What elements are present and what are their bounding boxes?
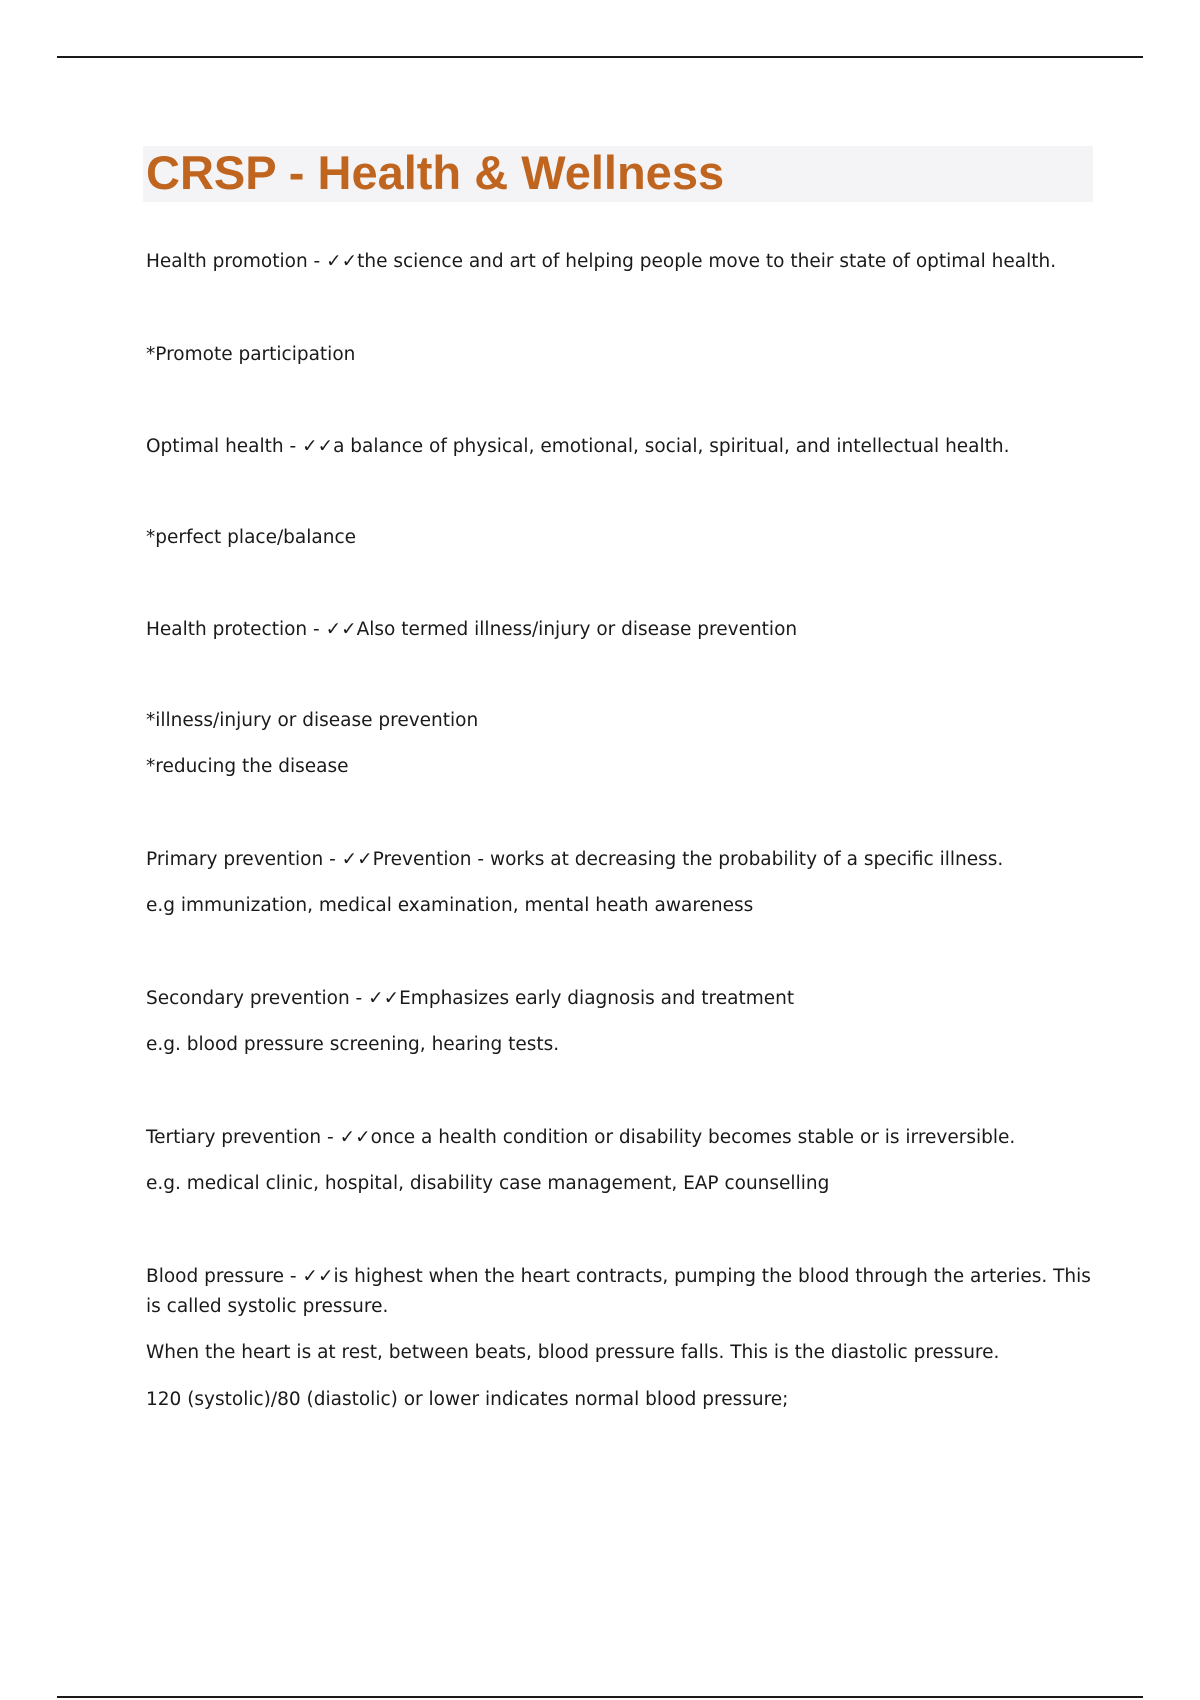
tertiary-prevention-example: e.g. medical clinic, hospital, disability case management, EAP counselling [146,1173,830,1194]
diastolic-pressure-note: When the heart is at rest, between beats, blood pressure falls. This is the diastolic pressure. [146,1342,1000,1363]
tertiary-prevention-definition: Tertiary prevention - ✓✓once a health condition or disability becomes stable or is irreversible. [146,1127,1016,1148]
page-title: CRSP - Health & Wellness [146,146,725,199]
reducing-disease-note: *reducing the disease [146,756,349,777]
top-rule [57,56,1143,58]
health-promotion-definition: Health promotion - ✓✓the science and art of helping people move to their state of optimal health. [146,251,1057,272]
promote-participation-note: *Promote participation [146,344,356,365]
secondary-prevention-definition: Secondary prevention - ✓✓Emphasizes early diagnosis and treatment [146,988,795,1009]
perfect-balance-note: *perfect place/balance [146,527,357,548]
secondary-prevention-example: e.g. blood pressure screening, hearing tests. [146,1034,560,1055]
illness-prevention-note: *illness/injury or disease prevention [146,710,479,731]
bottom-rule [57,1696,1143,1698]
blood-pressure-definition: Blood pressure - ✓✓is highest when the heart contracts, pumping the blood through the arteries. This is called systolic pressure. [146,1266,1091,1317]
primary-prevention-definition: Primary prevention - ✓✓Prevention - works at decreasing the probability of a specific illness. [146,849,1004,870]
optimal-health-definition: Optimal health - ✓✓a balance of physical, emotional, social, spiritual, and intellectual health. [146,436,1010,457]
health-protection-definition: Health protection - ✓✓Also termed illness/injury or disease prevention [146,619,798,640]
normal-blood-pressure-note: 120 (systolic)/80 (diastolic) or lower indicates normal blood pressure; [146,1389,789,1410]
primary-prevention-example: e.g immunization, medical examination, mental heath awareness [146,895,754,916]
